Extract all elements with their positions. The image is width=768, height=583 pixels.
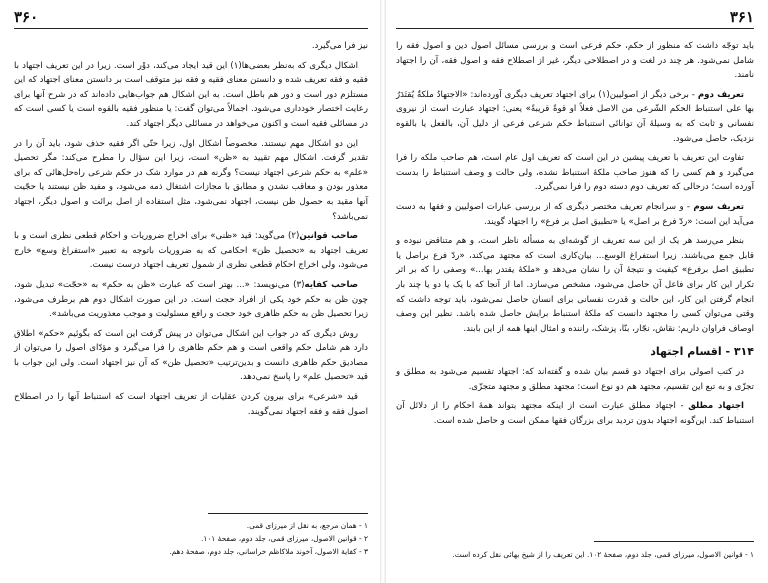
paragraph: باید توجّه داشت که منظور از حکم، حکم فرعی است و بررسی مسائل اصول دین و اصول فقه را شامل نمی‌شود. هر چند در لغت و در اصطلاحی دیگر، غیر از اصطلاح فقه و اصول فقه، آن را اجتهاد نامند. — [396, 41, 754, 81]
page-number: ۳۶۰ — [14, 6, 368, 29]
defined-term: تعریف سوم — [693, 201, 744, 212]
right-body-text — [396, 39, 754, 336]
paragraph: نیز فرا می‌گیرد. — [311, 41, 368, 51]
paragraph: تفاوت این تعریف با تعریف پیشین در این است که تعریف اول عام است، هم صاحب ملکه را فرا می‌گیرد و هم کسی را که هنوز صاحب ملکهٔ استنباط نشده، ولی حالت و وصف استنباط را بدست آورده است؛ درحالی که تعریف دوم دسته دوم را فرا نمی‌گیرد. — [396, 153, 754, 193]
right-footnotes — [396, 536, 754, 561]
left-page — [0, 0, 380, 583]
footnote: ۳ - کفایة الاصول، آخوند ملاکاظم خراسانی، جلد دوم، صفحهٔ دهم. — [169, 547, 368, 556]
paragraph: تعریف سوم - و سرانجام تعریف مختصر دیگری که از بررسی عبارات اصولیین و فقها به دست می‌آید این است: «ردّ فرع بر اصل» یا «تطبیق اصل بر فرع» را اجتهاد گویند. — [396, 201, 754, 227]
right-body-text-after — [396, 365, 754, 428]
left-footnotes — [14, 508, 368, 558]
footnote: ۲ - قوانین الاصول، میرزای قمی، جلد دوم، صفحهٔ ۱۰۱. — [201, 534, 368, 543]
paragraph: روش دیگری که در جواب این اشکال می‌توان در پیش گرفت این است که بگوئیم «حکم» اطلاق دارد هم شامل حکم واقعی است و هم حکم ظاهری را فرا می‌گیرد و مؤدّای اصول را می‌توان از مصادیق حکم ظاهری دانست و بدین‌ترتیب «تحصیل ظن» که آن نیز اجتهاد است. ولی این جواب با قید «تحصیل علم» را پاسخ نمی‌دهد. — [14, 328, 368, 383]
left-body-text — [14, 39, 368, 419]
right-page — [386, 0, 768, 583]
defined-term: تعریف دوم — [697, 89, 744, 100]
footnote: ۱ - همان مرجع، به نقل از میرزای قمی. — [246, 521, 368, 530]
defined-term: صاحب کفایه — [304, 279, 358, 290]
paragraph: قید «شرعی» برای بیرون کردن عقلیات از تعریف اجتهاد است که استنباط آنها را در اصطلاح اصول فقه و فقه اجتهاد نمی‌گویند. — [14, 392, 368, 417]
paragraph: این دو اشکال مهم نیستند. مخصوصاً اشکال اول، زیرا حتّی اگر فقیه حذف شود، باید آن را در تقدیر گرفت. اشکال مهم تقیید به «ظن» است، زیرا این سؤال را مطرح می‌کند: مگر تحصیل «علم» به حکم شرعی اجتهاد نیست؟ وگرنه هم در موارد شک در حکم شرعی راه‌حل‌هائی که برای معذور بودن و معاقب نشدن و مطابق با مجازات اشتغال ذمه می‌شود، و مفید ظن نیستند یا حجّیت آنها مقید به حصول ظن نیست، اجتهاد نمی‌شود، مثل استفاده از اصل برائت و اصول دیگر، اجتهاد نمی‌باشد؟ — [14, 138, 368, 222]
paragraph: بنظر می‌رسد هر یک از این سه تعریف از گوشه‌ای به مسأله ناظر است، و هم متناقض نبوده و قابل جمع می‌باشند. زیرا استفراغ الوسع... بیان‌کاری است که مجتهد می‌کند، «ردّ فرع براصل یا تطبیق اصل برفرع» کیفیت و نتیجهٔ آن را نشان می‌دهد و «ملکهٔ یقتدر بها...» وصفی را که بر اثر تکرار این کار برای فاعل آن حاصل می‌شود، مشخص می‌سازد. اما از آنجا که با یک یا دو یا چند بار انجام گرفتن این کار، این حالت و قدرت نفسانی برای انسان حاصل نمی‌شود، باید توجه داشت که وقتی می‌توان کسی را مجتهد دانست که ملکهٔ استنباط برایش حاصل شده باشد. نظیر این وصف اوصاف فراوان داریم: نقاش، نجّار، بنّا، پزشک، راننده و امثال اینها همه از این بابند. — [396, 236, 754, 334]
defined-term: اجتهاد مطلق — [688, 401, 744, 412]
page-number: ۳۶۱ — [396, 6, 754, 29]
paragraph: صاحب قوانین(۲) می‌گوید: قید «ظنی» برای اخراج ضروریات و احکام قطعی نظری است و با تعریف اجتهاد به «تحصیل ظن» احکامی که به ضروریات باتوجه به تعبیر «استفراغ وسع» خارج می‌شود، ولی اخراج احکام قطعی نظری از شمول تعریف اجتهاد درست نیست. — [14, 231, 368, 271]
footnote: ۱ - قوانین الاصول، میرزای قمی، جلد دوم، صفحهٔ ۱۰۲. این تعریف را از شیخ بهائی نقل کرده است. — [452, 550, 754, 559]
defined-term: صاحب قوانین — [299, 231, 358, 242]
paragraph: در کتب اصولی برای اجتهاد دو قسم بیان شده و گفته‌اند که: اجتهاد تقسیم می‌شود به مطلق و تجزّی و به تبع این تقسیم، مجتهد هم دو نوع است: مجتهد مطلق و مجتهد متجزّی. — [396, 367, 754, 392]
paragraph: تعریف دوم - برخی دیگر از اصولیین(۱) برای اجتهاد تعریف دیگری آورده‌اند: «الاجتهادُ ملکةٌ یُقتَدَرُ بها علی استنباط الحکم الشّرعی من الاصل فعلاً او قوةً قریبةً» یعنی: اجتهاد عبارت است از نیروی نفسانی و ثابت که به وسیلهٔ آن توانائی استنباط حکم شرعی فرعی از دلیل آن، بالفعل یا بالقوه نزدیک، حاصل می‌شود. — [396, 89, 754, 144]
paragraph: صاحب کفایه(۳) می‌نویسد: «... بهتر است که عبارت «ظن به حکم» به «حجّت» تبدیل شود، چون ظن به حکم خود یکی از افراد حجت است. در این صورت اشکال دوم هم برطرف می‌شود، زیرا تحصیل ظن به حکم ظاهری خود حجت و رافع مسئولیت و موجب معذوریت می‌باشد». — [14, 279, 368, 320]
paragraph: اشکال دیگری که به‌نظر بعضی‌ها(۱) این قید ایجاد می‌کند، دوْر است. زیرا در این تعریف اجتهاد با فقیه و فقه تعریف شده و دانستن معنای فقیه و فقه نیز متوقف است بر دانستن معنای اجتهاد که این مستلزم دور است و دور هم باطل است. به این اشکال هم جواب‌هایی داده‌اند که در شرح آنها برای رعایت اختصار خودداری می‌شود. اجمالاً می‌توان گفت: یا منظور فقیه بالقوه است یا کسی است که در مسائلی فقیه است و اکنون می‌خواهد در مسائلی دیگر اجتهاد کند. — [14, 60, 368, 129]
paragraph: اجتهاد مطلق - اجتهاد مطلق عبارت است از اینکه مجتهد بتواند همهٔ احکام را از دلائل آن استنباط کند. این‌گونه اجتهاد بدون تردید برای بزرگان فقها ممکن است و حاصل شده است. — [396, 401, 754, 427]
section-heading: ۳۱۴ - اقسام اجتهاد — [650, 345, 754, 359]
